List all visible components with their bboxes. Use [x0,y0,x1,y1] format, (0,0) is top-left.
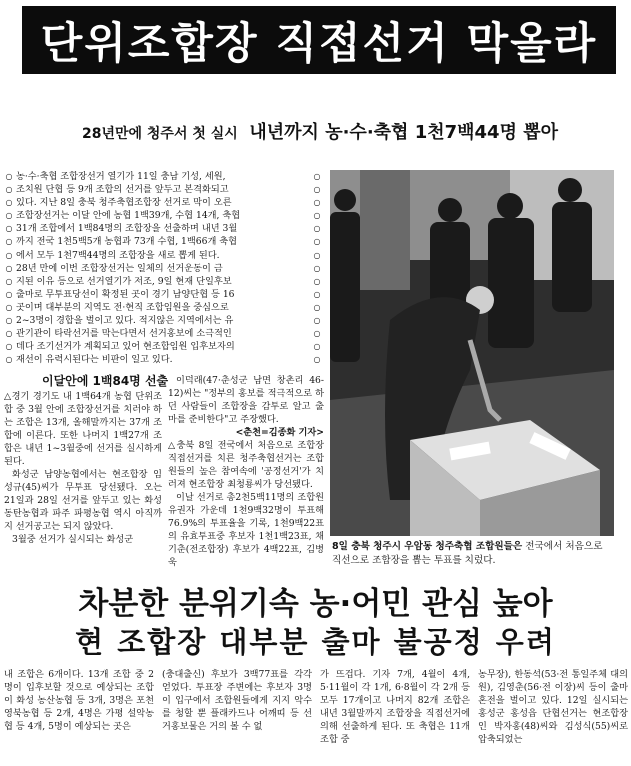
bullet-circle-icon: ○ [313,302,321,312]
intro-line-text: 출마로 무투표당선이 확정된 곳이 경기 남양단협 등 16 [16,288,235,300]
byline: <춘천=김종화 기자> [235,427,324,438]
intro-line-text: 2~3명이 경합을 벌이고 있다. 적지않은 지역에서는 유 [16,315,234,327]
bullet-circle-icon: ○ [5,355,13,365]
paragraph: 내 조합은 6개이다. 13개 조합 중 2명이 입후보할 것으로 예상되는 조합이 화성 농산농협 등 3개, 3명은 포천 영북농협 등 2개, 4명은 가평 설악농협 등 4개, 5명이 예상되는 곳은 [4,669,154,732]
bullet-circle-icon: ○ [5,289,13,299]
bottom-column-4 [478,668,628,746]
intro-line-text: 조치원 단협 등 9개 조합의 선거를 앞두고 본격화되고 [16,184,229,196]
intro-line [2,314,324,327]
bullet-circle-icon: ○ [313,329,321,339]
bullet-circle-icon: ○ [313,211,321,221]
article-column-2 [168,374,324,569]
intro-line [2,288,324,301]
bullet-circle-icon: ○ [5,263,13,273]
intro-line [2,327,324,340]
intro-line [2,249,324,262]
intro-line-text: 재선이 유력시된다는 비판이 일고 있다. [16,354,173,366]
intro-line-text: 곳이며 대부분의 지역도 전·현직 조합임원을 중심으로 [16,301,229,313]
section-heading: 이달안에 1백84명 선출 [42,374,169,388]
intro-line-text: 조합장선거는 이달 안에 농협 1백39개, 수협 14개, 축협 [16,210,241,222]
intro-line [2,235,324,248]
paragraph: 이덕래(47·춘성군 남면 창촌리 46-12)씨는 "정부의 홍보를 적극적으로 하던 사람들이 조합장을 감투로 알고 출마를 준비한다"고 주장했다. [168,375,324,425]
bullet-circle-icon: ○ [5,316,13,326]
bullet-circle-icon: ○ [5,302,13,312]
intro-line [2,301,324,314]
bullet-circle-icon: ○ [313,342,321,352]
headline-2: 차분한 분위기속 농·어민 관심 높아 [78,586,553,622]
paragraph: 3월중 선거가 실시되는 화성군 [12,534,134,545]
bullet-circle-icon: ○ [5,329,13,339]
bullet-circle-icon: ○ [5,172,13,181]
headline-3: 현 조합장 대부분 출마 불공정 우려 [75,625,556,659]
bullet-circle-icon: ○ [5,224,13,234]
bullet-circle-icon: ○ [313,185,321,195]
subheadline [20,118,620,144]
intro-line [2,275,324,288]
paragraph: 농무장), 한동석(53·전 통일주체 대의원), 김영춘(56·전 이장)씨 등이 출마 혼전을 벌이고 있다. 12일 실시되는 홍성군 홍성읍 단협선거는 현조합장인 박자홍(48)씨와 김성식(55)씨로 압축되었는 [478,669,628,745]
caption-rest: 전국에서 처음으로 직선으로 조합장을 뽑는 투표를 치렀다. [332,541,603,566]
bullet-circle-icon: ○ [313,237,321,247]
subheadline-big: 내년까지 농·수·축협 1천7백44명 뽑아 [249,122,559,143]
bottom-column-2 [162,668,312,733]
intro-line-text: 있다. 지난 8일 충북 청주축협조합장 선거로 막이 오른 [16,197,232,209]
intro-box [2,170,324,366]
paragraph: △경기 경기도 내 1백64개 농협 단위조합 중 3월 안에 조합장선거를 치러야 하는 조합은 13개, 올해말까지는 37개 조합에 이른다. 또한 나머지 1백27개 조합은 내년 1~3월중에 선거를 실시하게 된다. [4,391,162,467]
bullet-circle-icon: ○ [313,355,321,365]
paragraph: 가 뜨겁다. 기자 7개, 4월이 4개, 5·11월이 각 1개, 6·8월이 각 2개 등 모두 17개이고 나머지 82개 조합은 내년 3월말까지 조합장을 직접선거에 의해 선출하게 된다. 또 축협은 11개 조합 중 [320,669,470,745]
bullet-circle-icon: ○ [5,185,13,195]
bottom-column-3 [320,668,470,746]
intro-line [2,209,324,222]
voting-photo-illustration [330,170,614,536]
intro-line [2,183,324,196]
bullet-circle-icon: ○ [5,237,13,247]
paragraph: △충북 8일 전국에서 처음으로 조합장 직접선거를 치른 청주축협선거는 조합원들의 높은 참여속에 '공정선거'가 치러져 현조합장 최청룡씨가 당선됐다. [168,440,324,490]
bullet-circle-icon: ○ [313,224,321,234]
bullet-circle-icon: ○ [313,289,321,299]
intro-line-text: 에서 모두 1천7백44명의 조합장을 새로 뽑게 된다. [16,249,220,261]
intro-line [2,262,324,275]
paragraph: 이날 선거로 총2천5백11명의 조합원유권자 가운데 1천9백32명이 투표해 76.9%의 투표율을 기록, 1천9백22표의 유효투표중 후보자 1천1백23표, 채기춘(전조합장) 후보가 4백22표, 김병욱 [168,492,324,568]
bullet-circle-icon: ○ [313,172,321,181]
intro-line-text: 데다 조기선거가 계획되고 있어 현조합임원 입후보자의 [16,341,235,353]
headline-banner [22,6,616,74]
intro-line-text: 지된 이유 등으로 선거열기가 저조, 9일 현재 단일후보 [16,275,232,287]
bullet-circle-icon: ○ [5,276,13,286]
bottom-column-1 [4,668,154,733]
bullet-circle-icon: ○ [5,250,13,260]
photo-caption [332,540,614,568]
intro-line-text: 관기관이 타락선거를 막는다면서 선거홍보에 소극적인 [16,328,232,340]
intro-line-text: 28년 만에 이번 조합장선거는 일체의 선거운동이 금 [16,262,223,274]
bullet-circle-icon: ○ [5,198,13,208]
bullet-circle-icon: ○ [313,276,321,286]
bullet-circle-icon: ○ [313,316,321,326]
bullet-circle-icon: ○ [5,342,13,352]
bullet-circle-icon: ○ [313,250,321,260]
intro-line [2,196,324,209]
intro-line [2,353,324,366]
intro-line-text: 31개 조합에서 1백84명의 조합장을 선출하며 내년 3월 [16,223,238,235]
intro-line [2,170,324,183]
bullet-circle-icon: ○ [313,263,321,273]
news-photo [330,170,614,536]
caption-bold: 8일 충북 청주시 우암동 청주축협 조합원들은 [332,541,523,552]
intro-line [2,340,324,353]
intro-line-text: 농·수·축협 조합장선거 열기가 11일 충남 기성, 세원, [16,171,226,182]
intro-line [2,222,324,235]
intro-line-text: 까지 전국 1천5백5개 농협과 73개 수협, 1백66개 축협 [16,236,238,248]
subheadline-small: 28년만에 청주서 첫 실시 [81,126,238,142]
paragraph: 화성군 남양농협에서는 현조합장 임성규(45)씨가 무투표 당선됐다. 오는 21일과 28일 선거를 앞두고 있는 화성 동탄농협과 파주 파평농협 역시 아직까지 선거공고는 되지 않았다. [4,469,162,532]
bullet-circle-icon: ○ [5,211,13,221]
paragraph: (충대출신) 후보가 3백77표를 각각 얻었다. 투표장 주변에는 후보자 3명이 입구에서 조합원들에게 지지 악수를 청할 뿐 플래카드나 어깨띠 등 선거홍보물은 거의 볼 수 없 [162,669,312,732]
article-column-1 [4,390,162,546]
headline: 단위조합장 직접선거 막올라 [40,18,598,69]
bullet-circle-icon: ○ [313,198,321,208]
